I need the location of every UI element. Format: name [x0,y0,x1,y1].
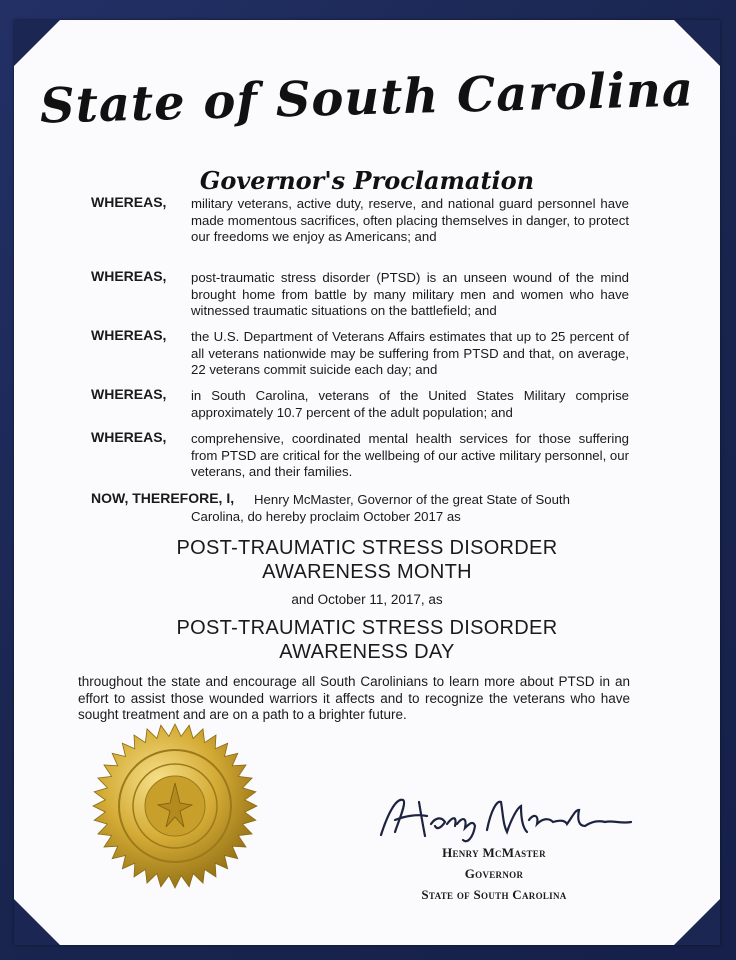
proclaimed-day-line-2: AWARENESS DAY [279,641,455,663]
signatory-role: Governor [464,866,524,881]
corner-mount-top-right [674,20,720,66]
now-therefore-line-1: Henry McMaster, Governor of the great State of South [254,492,570,507]
clause-text: post-traumatic stress disorder (PTSD) is an unseen wound of the mind brought home from battle by many military men and women who have witnessed traumatic situations on the battlefield; and [191,270,629,318]
signature-block [389,842,599,905]
clause-keyword: WHEREAS, [91,429,167,445]
corner-mount-top-left [14,20,60,66]
proclamation-page [14,20,720,945]
corner-mount-bottom-right [674,899,720,945]
closing-paragraph: throughout the state and encourage all South Carolinians to learn more about PTSD in an effort to assist those wounded warriors it affects and to recognize the veterans who have sought treatment and are on a path to a brighter future. [78,674,630,722]
clause-keyword: WHEREAS, [91,194,167,210]
signatory-office: State of South Carolina [421,887,567,902]
corner-mount-bottom-left [14,899,60,945]
gold-state-seal-icon [92,723,258,889]
clause-text: comprehensive, coordinated mental health services for those suffering from PTSD are critical for the wellbeing of our active military personnel, our veterans, and their families. [191,431,629,479]
proclaimed-month-line-2: AWARENESS MONTH [262,561,472,583]
clause-text: in South Carolina, veterans of the United States Military comprise approximately 10.7 percent of the adult population; and [191,388,629,420]
clause-keyword: WHEREAS, [91,268,167,284]
document-title: State of South Carolina [39,61,695,135]
now-therefore-line-2: Carolina, do hereby proclaim October 2017 as [191,509,461,524]
clause-text: military veterans, active duty, reserve, and national guard personnel have made momentous sacrifices, often placing themselves in danger, to protect our freedoms we enjoy as Americans; and [191,196,629,244]
clause-text: the U.S. Department of Veterans Affairs estimates that up to 25 percent of all veterans nationwide may be suffering from PTSD and that, on average, 22 veterans commit suicide each day; and [191,329,629,377]
signatory-name: Henry McMaster [442,845,546,860]
now-therefore-keyword: NOW, THEREFORE, I, [91,490,235,506]
clause-keyword: WHEREAS, [91,327,167,343]
clause-keyword: WHEREAS, [91,386,167,402]
proclaimed-month [14,536,720,584]
connector-text: and October 11, 2017, as [291,592,443,607]
governor-signature [369,780,639,850]
proclaimed-day [14,616,720,664]
document-subtitle: Governor's Proclamation [199,166,535,195]
proclaimed-month-line-1: POST-TRAUMATIC STRESS DISORDER [176,537,558,559]
proclaimed-day-line-1: POST-TRAUMATIC STRESS DISORDER [176,617,558,639]
